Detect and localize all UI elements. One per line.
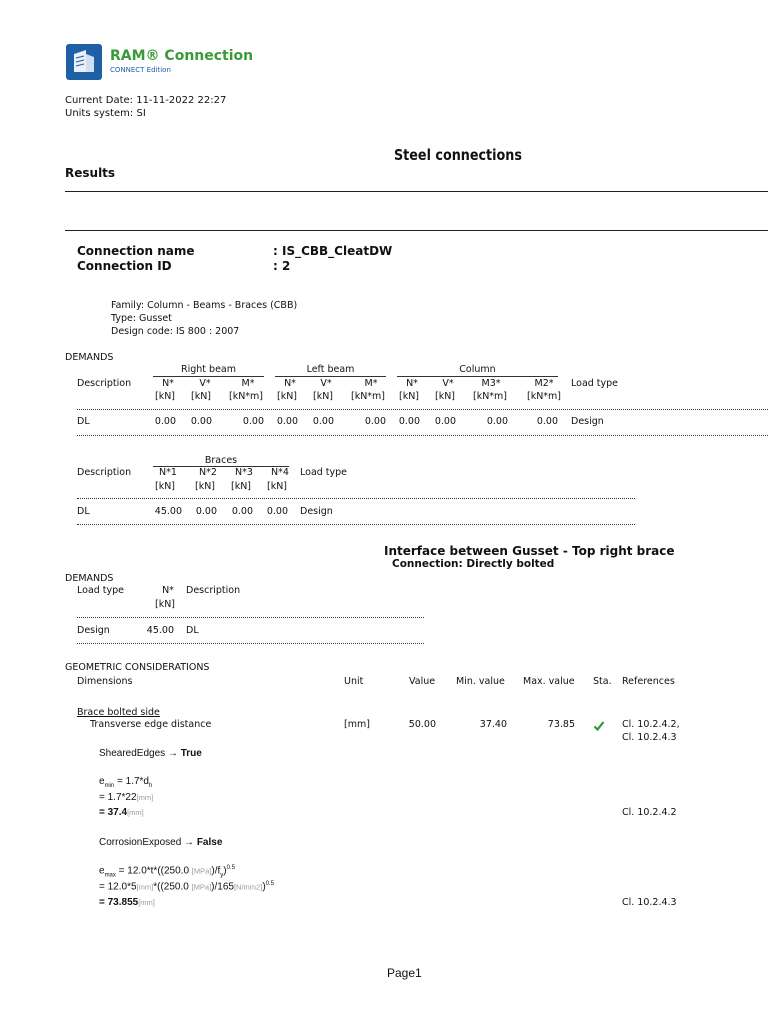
emax-equation-3: = 73.855[mm] [99,897,155,908]
braces-column-unit: [kN] [154,481,176,492]
row-description: DL [77,416,90,427]
column-unit: [kN] [312,391,334,402]
current-date: 11-11-2022 22:27 [136,95,227,106]
braces-cell-value: 45.00 [154,506,182,517]
column-header: V* [442,378,454,389]
ram-logo-icon [66,44,102,80]
section-brace-bolted-side: Brace bolted side [77,707,160,718]
geometric-title: GEOMETRIC CONSIDERATIONS [65,662,210,673]
connection-name-label: Connection name [77,244,195,258]
units-value: SI [136,108,146,119]
dotted-rule [77,524,635,525]
load-type-header: Load type [571,378,619,389]
connection-id-value: : 2 [273,259,291,273]
emin-equation-2: = 1.7*22[mm] [99,792,154,803]
logo-subtitle: CONNECT Edition [110,66,171,74]
dotted-rule [77,643,424,644]
min-value-header: Min. value [456,676,505,687]
cell-value: 0.00 [364,416,386,427]
braces-column-unit: [kN] [266,481,288,492]
column-unit: [kN] [154,391,176,402]
corrosion-exposed: CorrosionExposed → False [99,837,223,848]
group-underline [153,376,264,377]
group-underline [275,376,386,377]
column-unit: [kN] [276,391,298,402]
group-left-beam: Left beam [306,364,355,375]
units-system: Units system: SI [65,108,146,119]
group-right-beam: Right beam [181,364,236,375]
demands2-n-header: N* [162,585,174,596]
value-header: Value [409,676,436,687]
check-icon [593,717,605,736]
braces-row-load-type: Design [300,506,333,517]
demands-title: DEMANDS [65,352,114,363]
sheared-edges: ShearedEdges → True [99,748,202,759]
interface-title: Interface between Gusset - Top right brace [384,544,675,558]
design-code-text: Design code: IS 800 : 2007 [111,326,240,337]
cell-value: 0.00 [398,416,420,427]
braces-column-header: N*1 [159,467,177,478]
column-header: M* [241,378,255,389]
cell-value: 0.00 [312,416,334,427]
column-unit: [kN*m] [526,391,562,402]
column-header: V* [199,378,211,389]
emin-reference: Cl. 10.2.4.2 [622,807,677,818]
page-number: Page1 [387,966,422,980]
dotted-rule [77,498,635,499]
dotted-rule [77,617,424,618]
dimensions-header: Dimensions [77,676,133,687]
status-header: Sta. [593,676,612,687]
transverse-edge-min: 37.40 [479,719,507,730]
current-date-label: Current Date: 11-11-2022 22:27 [65,95,227,106]
demands2-title: DEMANDS [65,573,114,584]
braces-cell-value: 0.00 [231,506,253,517]
description-header: Description [77,378,132,389]
column-unit: [kN] [434,391,456,402]
column-unit: [kN] [190,391,212,402]
braces-column-unit: [kN] [194,481,216,492]
connection-id-label: Connection ID [77,259,172,273]
emax-equation-1: $e_{max} = 12.0*t*((250.0$ $[MPa])/f_y)^{0.5}$ [99,865,235,879]
family-text: Family: Column - Beams - Braces (CBB) [111,300,298,311]
references-header: References [622,676,675,687]
group-underline [397,376,558,377]
braces-cell-value: 0.00 [266,506,288,517]
reference-2: Cl. 10.2.4.3 [622,732,677,743]
column-unit: [kN] [398,391,420,402]
emin-equation-3: = 37.4[mm] [99,807,144,818]
max-value-header: Max. value [523,676,575,687]
demands2-load-type-header: Load type [77,585,125,596]
braces-description-header: Description [77,467,132,478]
braces-column-header: N*2 [199,467,217,478]
column-header: N* [284,378,296,389]
group-braces: Braces [204,455,238,466]
divider [65,191,768,192]
cell-value: 0.00 [190,416,212,427]
column-unit: [kN*m] [472,391,508,402]
demands2-row-load: Design [77,625,110,636]
emax-equation-2: = 12.0*5[mm]*((250.0 [MPa])/165[N/mm2])$^{0.5}$ [99,881,274,893]
dotted-rule [77,409,768,410]
column-header: N* [162,378,174,389]
cell-value: 0.00 [154,416,176,427]
column-header: M3* [481,378,501,389]
column-header: V* [320,378,332,389]
reference-1: Cl. 10.2.4.2, [622,719,680,730]
braces-column-header: N*4 [271,467,289,478]
divider [65,230,768,231]
connection-name-value: : IS_CBB_CleatDW [273,244,393,258]
column-header: N* [406,378,418,389]
cell-value: 0.00 [536,416,558,427]
unit-header: Unit [344,676,364,687]
emax-reference: Cl. 10.2.4.3 [622,897,677,908]
demands2-description-header: Description [186,585,241,596]
interface-subtitle: Connection: Directly bolted [392,558,555,570]
column-unit: [kN*m] [228,391,264,402]
page-title: Steel connections [394,146,522,164]
braces-column-header: N*3 [235,467,253,478]
cell-value: 0.00 [242,416,264,427]
dotted-rule [77,435,768,436]
group-column: Column [459,364,496,375]
braces-column-unit: [kN] [230,481,252,492]
results-heading: Results [65,166,116,180]
cell-value: 0.00 [486,416,508,427]
transverse-edge-unit: [mm] [344,719,370,730]
demands2-row-n: 45.00 [146,625,174,636]
transverse-edge-max: 73.85 [547,719,575,730]
column-header: M2* [534,378,554,389]
braces-row-description: DL [77,506,90,517]
row-load-type: Design [571,416,604,427]
logo-title: RAM® Connection [110,48,254,64]
type-text: Type: Gusset [111,313,172,324]
transverse-edge-value: 50.00 [408,719,436,730]
demands2-row-desc: DL [186,625,199,636]
braces-cell-value: 0.00 [195,506,217,517]
column-header: M* [364,378,378,389]
cell-value: 0.00 [276,416,298,427]
transverse-edge-label: Transverse edge distance [90,719,212,730]
column-unit: [kN*m] [350,391,386,402]
braces-load-type-header: Load type [300,467,348,478]
emin-equation-1: $e_{min} = 1.7*d_h$ [99,776,153,789]
cell-value: 0.00 [434,416,456,427]
demands2-n-unit: [kN] [154,599,176,610]
